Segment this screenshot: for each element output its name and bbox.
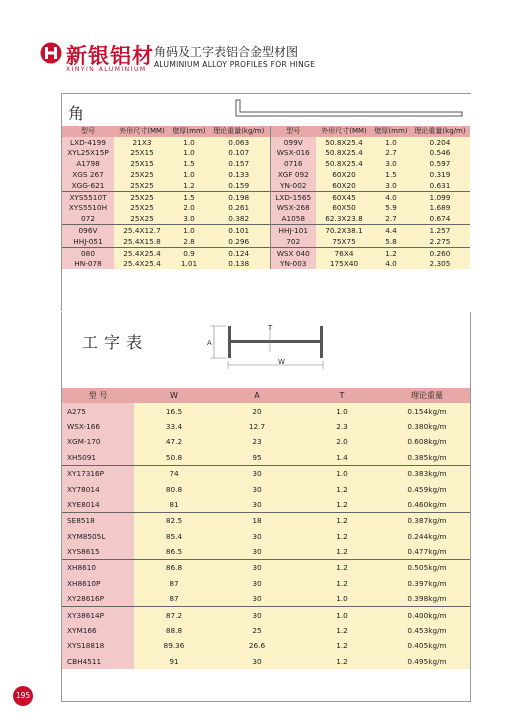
- ibeam-cell: 33.4: [134, 419, 214, 434]
- angle-cell: 0.063: [208, 137, 270, 148]
- angle-cell: 1.2: [372, 247, 410, 258]
- angle-cell: XYS5510T: [62, 191, 114, 202]
- ibeam-cell: 0.400kg/m: [384, 607, 470, 623]
- ibeam-cell: 1.2: [300, 623, 384, 638]
- angle-header-cell: 外形尺寸(MM): [316, 126, 372, 137]
- angle-cell: 0.597: [410, 158, 470, 169]
- angle-cell: 1.0: [170, 137, 208, 148]
- ibeam-cell: 50.8: [134, 450, 214, 466]
- ibeam-cell: 89.36: [134, 638, 214, 653]
- ibeam-cell: 30: [214, 465, 300, 481]
- angle-table-row: [62, 236, 470, 247]
- angle-header-cell: 壁厚(mm): [170, 126, 208, 137]
- angle-cell: XYS5510H: [62, 203, 114, 214]
- angle-cell: 1.2: [170, 180, 208, 191]
- ibeam-cell: 30: [214, 497, 300, 513]
- ibeam-cell: XYM8505L: [62, 529, 134, 544]
- ibeam-cell: 20: [214, 403, 300, 418]
- angle-cell: 0.133: [208, 169, 270, 180]
- ibeam-header-cell: 理论重量: [384, 388, 470, 403]
- brand-name-en: XINYIN ALUMINIUM: [66, 66, 147, 73]
- angle-cell: 0716: [270, 158, 316, 169]
- ibeam-table-row: [62, 481, 470, 496]
- ibeam-cell: 25: [214, 623, 300, 638]
- angle-cell: 1.0: [170, 169, 208, 180]
- angle-cell: 25X25: [114, 203, 170, 214]
- angle-cell: 0.101: [208, 225, 270, 236]
- ibeam-cell: 23: [214, 434, 300, 449]
- angle-cell: 70.2X38.1: [316, 225, 372, 236]
- angle-cell: 25X15: [114, 148, 170, 159]
- angle-cell: 25X15: [114, 158, 170, 169]
- ibeam-cell: 86.8: [134, 560, 214, 576]
- ibeam-cell: 88.8: [134, 623, 214, 638]
- angle-cell: 0.204: [410, 137, 470, 148]
- ibeam-cell: WSX-166: [62, 419, 134, 434]
- angle-cell: 3.0: [372, 180, 410, 191]
- angle-cell: 21X3: [114, 137, 170, 148]
- angle-cell: 50.8X25.4: [316, 158, 372, 169]
- ibeam-table-row: [62, 544, 470, 560]
- angle-cell: 2.305: [410, 259, 470, 270]
- ibeam-profile-diagram: [200, 318, 350, 370]
- angle-cell: 1.689: [410, 203, 470, 214]
- angle-table: [62, 126, 470, 269]
- angle-table-row: [62, 247, 470, 258]
- angle-cell: 0.631: [410, 180, 470, 191]
- angle-cell: HN-078: [62, 259, 114, 270]
- ibeam-cell: 87.2: [134, 607, 214, 623]
- angle-table-row: [62, 203, 470, 214]
- angle-cell: 702: [270, 236, 316, 247]
- angle-cell: 0.107: [208, 148, 270, 159]
- angle-table-row: [62, 148, 470, 159]
- page-title-cn: 角码及工字表铝合金型材图: [154, 45, 299, 59]
- ibeam-table-row: [62, 513, 470, 529]
- angle-table-row: [62, 158, 470, 169]
- ibeam-table: [62, 388, 470, 669]
- ibeam-cell: SE8518: [62, 513, 134, 529]
- ibeam-cell: 2.3: [300, 419, 384, 434]
- ibeam-cell: 1.0: [300, 591, 384, 607]
- ibeam-cell: 30: [214, 654, 300, 669]
- angle-cell: 60X45: [316, 191, 372, 202]
- angle-cell: HHJ-051: [62, 236, 114, 247]
- angle-cell: 0.261: [208, 203, 270, 214]
- angle-cell: 25.4X12.7: [114, 225, 170, 236]
- ibeam-table-header: [62, 388, 470, 403]
- angle-cell: 0.546: [410, 148, 470, 159]
- ibeam-cell: 0.460kg/m: [384, 497, 470, 513]
- ibeam-cell: XYE8014: [62, 497, 134, 513]
- ibeam-cell: 30: [214, 544, 300, 560]
- ibeam-cell: 0.453kg/m: [384, 623, 470, 638]
- ibeam-cell: XH8610: [62, 560, 134, 576]
- angle-cell: 25.4X15.8: [114, 236, 170, 247]
- angle-cell: 25.4X25.4: [114, 259, 170, 270]
- dim-label-a: A: [207, 339, 212, 347]
- ibeam-cell: A275: [62, 403, 134, 418]
- angle-cell: 175X40: [316, 259, 372, 270]
- ibeam-cell: 0.477kg/m: [384, 544, 470, 560]
- ibeam-table-row: [62, 434, 470, 449]
- angle-table-row: [62, 225, 470, 236]
- angle-cell: XGF 092: [270, 169, 316, 180]
- ibeam-cell: 30: [214, 576, 300, 591]
- ibeam-table-row: [62, 576, 470, 591]
- angle-cell: 1.5: [372, 169, 410, 180]
- angle-cell: 62.3X23.8: [316, 213, 372, 224]
- ibeam-cell: 30: [214, 560, 300, 576]
- ibeam-table-row: [62, 529, 470, 544]
- angle-cell: XGG-621: [62, 180, 114, 191]
- angle-cell: 0.260: [410, 247, 470, 258]
- angle-header-cell: 壁厚(mm): [372, 126, 410, 137]
- angle-table-row: [62, 180, 470, 191]
- angle-cell: 60X20: [316, 180, 372, 191]
- ibeam-cell: 1.0: [300, 403, 384, 418]
- angle-cell: 1.257: [410, 225, 470, 236]
- ibeam-cell: 80.8: [134, 481, 214, 496]
- angle-profile-diagram: [230, 98, 470, 122]
- angle-cell: 4.4: [372, 225, 410, 236]
- ibeam-table-row: [62, 497, 470, 513]
- angle-cell: YN-002: [270, 180, 316, 191]
- angle-table-row: [62, 169, 470, 180]
- ibeam-cell: XY78014: [62, 481, 134, 496]
- ibeam-cell: 1.0: [300, 607, 384, 623]
- angle-cell: 25X25: [114, 169, 170, 180]
- ibeam-cell: 16.5: [134, 403, 214, 418]
- angle-cell: 0.198: [208, 191, 270, 202]
- ibeam-cell: 30: [214, 481, 300, 496]
- ibeam-cell: 1.2: [300, 497, 384, 513]
- ibeam-table-row: [62, 654, 470, 669]
- angle-header-cell: 理论重量(kg/m): [208, 126, 270, 137]
- angle-cell: 1.0: [372, 137, 410, 148]
- ibeam-cell: 1.2: [300, 513, 384, 529]
- angle-cell: XYL25X15P: [62, 148, 114, 159]
- angle-cell: 1.0: [170, 225, 208, 236]
- ibeam-cell: 1.2: [300, 638, 384, 653]
- angle-table-row: [62, 259, 470, 270]
- angle-cell: A1058: [270, 213, 316, 224]
- ibeam-cell: 1.2: [300, 544, 384, 560]
- frame-line-right-2: [470, 312, 471, 702]
- ibeam-cell: 1.2: [300, 481, 384, 496]
- ibeam-table-row: [62, 638, 470, 653]
- angle-cell: 1.0: [170, 148, 208, 159]
- ibeam-cell: CBH4511: [62, 654, 134, 669]
- angle-header-cell: 外形尺寸(MM): [114, 126, 170, 137]
- angle-cell: 0.382: [208, 213, 270, 224]
- ibeam-cell: 81: [134, 497, 214, 513]
- angle-cell: 072: [62, 213, 114, 224]
- angle-table-row: [62, 137, 470, 148]
- angle-header-cell: 型号: [62, 126, 114, 137]
- ibeam-cell: 87: [134, 591, 214, 607]
- ibeam-cell: XYS18818: [62, 638, 134, 653]
- frame-line-bottom: [61, 701, 471, 702]
- ibeam-cell: 2.0: [300, 434, 384, 449]
- dim-label-w: W: [278, 358, 285, 366]
- ibeam-cell: 26.6: [214, 638, 300, 653]
- ibeam-header-cell: 型 号: [62, 388, 134, 403]
- ibeam-cell: 0.387kg/m: [384, 513, 470, 529]
- ibeam-cell: 12.7: [214, 419, 300, 434]
- angle-table-row: [62, 191, 470, 202]
- ibeam-cell: XH8610P: [62, 576, 134, 591]
- angle-cell: WSX-016: [270, 148, 316, 159]
- angle-cell: 2.275: [410, 236, 470, 247]
- ibeam-cell: XY17316P: [62, 465, 134, 481]
- ibeam-cell: 0.608kg/m: [384, 434, 470, 449]
- ibeam-cell: 0.154kg/m: [384, 403, 470, 418]
- ibeam-cell: 1.2: [300, 576, 384, 591]
- angle-cell: 1.099: [410, 191, 470, 202]
- angle-cell: 0.9: [170, 247, 208, 258]
- ibeam-cell: 87: [134, 576, 214, 591]
- angle-cell: WSX-268: [270, 203, 316, 214]
- frame-line-top: [61, 93, 471, 94]
- angle-cell: 1.01: [170, 259, 208, 270]
- ibeam-table-row: [62, 450, 470, 466]
- ibeam-cell: 82.5: [134, 513, 214, 529]
- ibeam-section-title: 工字表: [82, 333, 149, 352]
- ibeam-cell: XYS8615: [62, 544, 134, 560]
- angle-cell: 60X50: [316, 203, 372, 214]
- angle-cell: 25X25: [114, 213, 170, 224]
- ibeam-cell: 0.459kg/m: [384, 481, 470, 496]
- ibeam-table-row: [62, 419, 470, 434]
- page-number: 195: [13, 686, 33, 706]
- angle-cell: XGS 267: [62, 169, 114, 180]
- angle-cell: 1.5: [170, 158, 208, 169]
- ibeam-cell: 1.2: [300, 654, 384, 669]
- angle-table-header: [62, 126, 470, 137]
- angle-cell: WSX 040: [270, 247, 316, 258]
- ibeam-cell: 0.397kg/m: [384, 576, 470, 591]
- angle-cell: YN-003: [270, 259, 316, 270]
- angle-cell: 5.9: [372, 203, 410, 214]
- angle-cell: 2.0: [170, 203, 208, 214]
- dim-label-t: T: [268, 324, 273, 332]
- page-title-en: ALUMINIUM ALLOY PROFILES FOR HINGE: [154, 60, 316, 69]
- ibeam-cell: 30: [214, 607, 300, 623]
- ibeam-cell: 1.4: [300, 450, 384, 466]
- angle-cell: 75X75: [316, 236, 372, 247]
- ibeam-cell: XY38614P: [62, 607, 134, 623]
- ibeam-cell: 91: [134, 654, 214, 669]
- angle-cell: 2.8: [170, 236, 208, 247]
- ibeam-table-row: [62, 607, 470, 623]
- ibeam-cell: XGM-170: [62, 434, 134, 449]
- angle-cell: 0.296: [208, 236, 270, 247]
- ibeam-cell: 74: [134, 465, 214, 481]
- ibeam-cell: 0.505kg/m: [384, 560, 470, 576]
- angle-cell: 2.7: [372, 148, 410, 159]
- angle-cell: 25X25: [114, 180, 170, 191]
- angle-cell: 096V: [62, 225, 114, 236]
- ibeam-cell: 0.398kg/m: [384, 591, 470, 607]
- ibeam-cell: XY28616P: [62, 591, 134, 607]
- angle-cell: 0.159: [208, 180, 270, 191]
- angle-cell: LXD-1565: [270, 191, 316, 202]
- angle-cell: 4.0: [372, 191, 410, 202]
- angle-cell: 25.4X25.4: [114, 247, 170, 258]
- angle-cell: 3.0: [372, 158, 410, 169]
- ibeam-cell: 18: [214, 513, 300, 529]
- ibeam-header-cell: W: [134, 388, 214, 403]
- angle-table-row: [62, 213, 470, 224]
- ibeam-cell: 0.385kg/m: [384, 450, 470, 466]
- angle-cell: LXD-4199: [62, 137, 114, 148]
- angle-cell: 50.8X25.4: [316, 148, 372, 159]
- ibeam-table-row: [62, 465, 470, 481]
- ibeam-table-row: [62, 591, 470, 607]
- ibeam-cell: 85.4: [134, 529, 214, 544]
- ibeam-cell: 47.2: [134, 434, 214, 449]
- ibeam-table-row: [62, 560, 470, 576]
- angle-cell: 3.0: [170, 213, 208, 224]
- ibeam-cell: 86.5: [134, 544, 214, 560]
- angle-cell: 0.319: [410, 169, 470, 180]
- ibeam-cell: 0.383kg/m: [384, 465, 470, 481]
- ibeam-cell: 0.244kg/m: [384, 529, 470, 544]
- ibeam-cell: 1.0: [300, 465, 384, 481]
- angle-cell: 0.674: [410, 213, 470, 224]
- angle-cell: 0.124: [208, 247, 270, 258]
- angle-cell: 76X4: [316, 247, 372, 258]
- ibeam-cell: 1.2: [300, 529, 384, 544]
- ibeam-cell: 0.495kg/m: [384, 654, 470, 669]
- ibeam-cell: 30: [214, 591, 300, 607]
- ibeam-cell: 30: [214, 529, 300, 544]
- ibeam-cell: XYM166: [62, 623, 134, 638]
- brand-name-cn: 新银铝材: [66, 44, 154, 68]
- angle-cell: 0.138: [208, 259, 270, 270]
- angle-header-cell: 理论重量(kg/m): [410, 126, 470, 137]
- logo-mark-icon: [40, 42, 62, 64]
- ibeam-table-row: [62, 403, 470, 418]
- angle-cell: 5.8: [372, 236, 410, 247]
- angle-cell: HHJ-101: [270, 225, 316, 236]
- angle-cell: 099V: [270, 137, 316, 148]
- ibeam-cell: 0.405kg/m: [384, 638, 470, 653]
- angle-section-title: 角: [68, 104, 85, 123]
- ibeam-cell: 95: [214, 450, 300, 466]
- angle-cell: 4.0: [372, 259, 410, 270]
- ibeam-cell: XH5091: [62, 450, 134, 466]
- angle-cell: 1.5: [170, 191, 208, 202]
- angle-cell: 2.7: [372, 213, 410, 224]
- ibeam-header-cell: T: [300, 388, 384, 403]
- angle-cell: 60X20: [316, 169, 372, 180]
- ibeam-table-row: [62, 623, 470, 638]
- angle-cell: 50.8X25.4: [316, 137, 372, 148]
- angle-cell: A1798: [62, 158, 114, 169]
- angle-header-cell: 型号: [270, 126, 316, 137]
- ibeam-cell: 1.2: [300, 560, 384, 576]
- angle-cell: 080: [62, 247, 114, 258]
- angle-cell: 25X25: [114, 191, 170, 202]
- ibeam-cell: 0.380kg/m: [384, 419, 470, 434]
- ibeam-header-cell: A: [214, 388, 300, 403]
- angle-cell: 0.157: [208, 158, 270, 169]
